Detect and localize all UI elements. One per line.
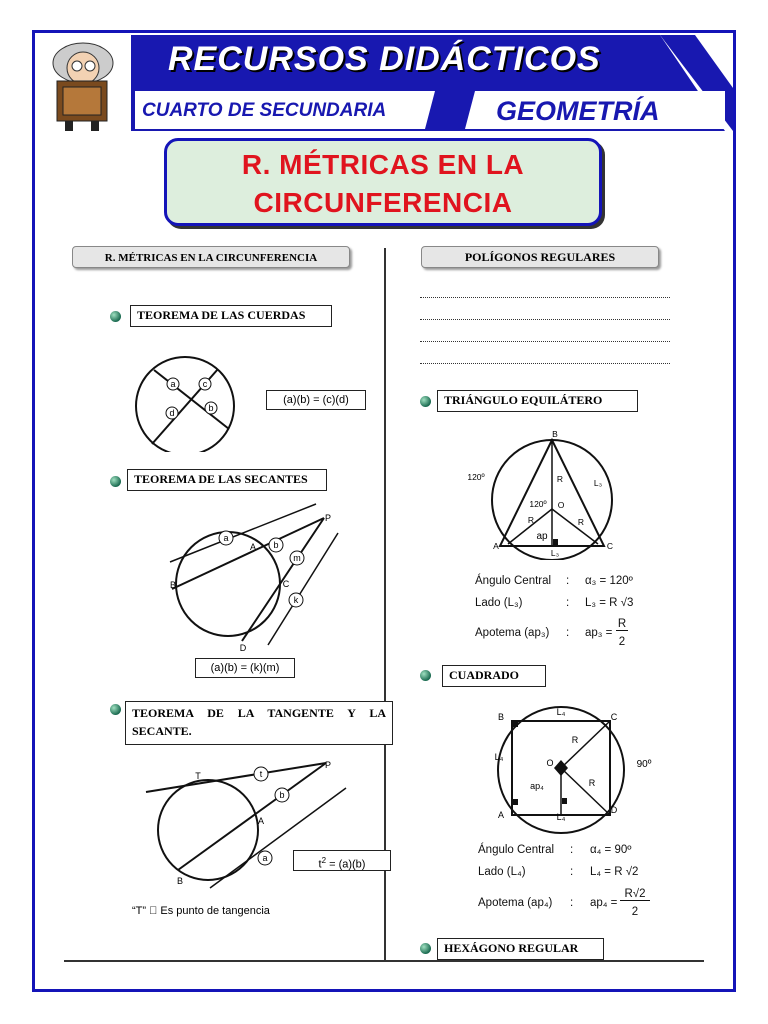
heading-cuadrado: CUADRADO [442,665,546,687]
prop-colon: : [570,866,574,878]
radius-label: R [556,474,564,484]
page-title-line1: R. MÉTRICAS EN LA [241,149,525,180]
dotted-line [420,318,670,320]
point-t: T [195,771,201,781]
heading-tangente: TEOREMA DE LA TANGENTE Y LA SECANTE. [125,701,393,745]
fraction-den: 2 [631,906,639,918]
bottom-rule [64,960,704,962]
heading-secantes: TEOREMA DE LAS SECANTES [127,469,327,491]
professor-mascot-icon [53,43,113,131]
banner-title: RECURSOS DIDÁCTICOS [168,40,601,78]
point-b: B [176,876,184,886]
prop-value: L₄ = R √2 [590,866,639,878]
section-title-left: R. MÉTRICAS EN LA CIRCUNFERENCIA [72,246,350,268]
bullet-icon [110,311,121,322]
center-o: O [557,500,565,510]
formula-t: t [318,858,322,871]
seg-b-label: b [273,540,279,550]
diagram-cuadrado [484,700,660,836]
prop-name: Lado (L₄) [478,866,526,878]
seg-m-label: m [293,553,301,563]
seg-a-label: a [170,379,176,389]
dotted-line [420,362,670,364]
prop-value: α₄ = 90º [590,844,632,856]
point-b: B [169,580,177,590]
vertex-a: A [497,810,505,820]
dotted-line [420,340,670,342]
prop-value: ap₃ = [585,627,613,639]
seg-c-label: c [202,379,208,389]
vertex-b: B [552,429,558,439]
angle-label: 90º [636,759,652,770]
prop-value: α₃ = 120º [585,575,633,587]
section-title-right: POLÍGONOS REGULARES [421,246,659,268]
bullet-icon [110,476,121,487]
side-label: L₄ [556,812,566,822]
angle-outer: 120º [467,472,485,482]
page-title-line2: CIRCUNFERENCIA [253,187,513,218]
fraction-num: R√2 [620,888,650,901]
diagram-secantes [166,500,346,656]
point-a: A [257,816,265,826]
seg-d-label: d [169,408,175,418]
vertex-c: C [610,712,618,722]
point-p: P [324,760,332,770]
formula-secantes: (a)(b) = (k)(m) [195,658,295,678]
seg-a-label: a [262,853,268,863]
prop-name: Lado (L₃) [475,597,523,609]
banner-subject: GEOMETRÍA [496,96,660,126]
point-c: C [282,579,290,589]
radius-label: R [571,735,579,745]
fraction-num: R [617,618,627,630]
prop-name: Ángulo Central [478,844,555,856]
radius-label: R [527,515,535,525]
formula-exp: 2 [321,856,327,865]
prop-name: Ángulo Central [475,575,552,587]
heading-triangulo: TRIÁNGULO EQUILÁTERO [437,390,638,412]
diagram-tangente [140,758,360,896]
prop-colon: : [566,627,570,639]
heading-hexagono: HEXÁGONO REGULAR [437,938,604,960]
vertex-b: B [497,712,505,722]
prop-colon: : [566,575,570,587]
seg-a-label: a [223,533,229,543]
center-o: O [546,758,554,768]
heading-cuerdas: TEOREMA DE LAS CUERDAS [130,305,332,327]
side-label: L₃ [593,478,603,488]
tangency-note: “T”   Es punto de tangencia [132,905,270,917]
point-d: D [239,643,247,653]
bullet-icon [420,396,431,407]
seg-k-label: k [293,595,299,605]
point-a: A [249,542,257,552]
angle-inner: 120º [529,499,547,509]
seg-b-label: b [208,403,214,413]
vertex-c: C [606,541,614,551]
apothem-label: ap [536,531,548,542]
prop-value: ap₄ = [590,897,618,909]
seg-b-label: b [279,790,285,800]
page-title-box [164,138,602,226]
prop-colon: : [570,844,574,856]
formula-tangente [293,850,391,871]
prop-name: Apotema (ap₄) [478,897,553,909]
diagram-cuerdas [126,352,246,452]
seg-t-label: t [259,769,263,779]
fraction-den: 2 [618,636,626,648]
side-label: L₄ [494,752,504,762]
prop-name: Apotema (ap₃) [475,627,550,639]
prop-colon: : [570,897,574,909]
diagram-triangulo [460,428,636,560]
dotted-line [420,296,670,298]
bullet-icon [420,943,431,954]
side-label: L₄ [556,707,566,717]
prop-colon: : [566,597,570,609]
apothem-label: ap₄ [530,781,544,791]
vertex-d: D [610,805,618,815]
point-p: P [324,513,332,523]
formula-rest: = (a)(b) [326,858,366,871]
prop-value: L₃ = R √3 [585,597,634,609]
bullet-icon [420,670,431,681]
radius-label: R [577,517,585,527]
formula-cuerdas: (a)(b) = (c)(d) [266,390,366,410]
banner-level: CUARTO DE SECUNDARIA [142,100,387,121]
bullet-icon [110,704,121,715]
radius-label: R [588,778,596,788]
side-label: L₃ [550,548,560,558]
vertex-a: A [493,541,499,551]
